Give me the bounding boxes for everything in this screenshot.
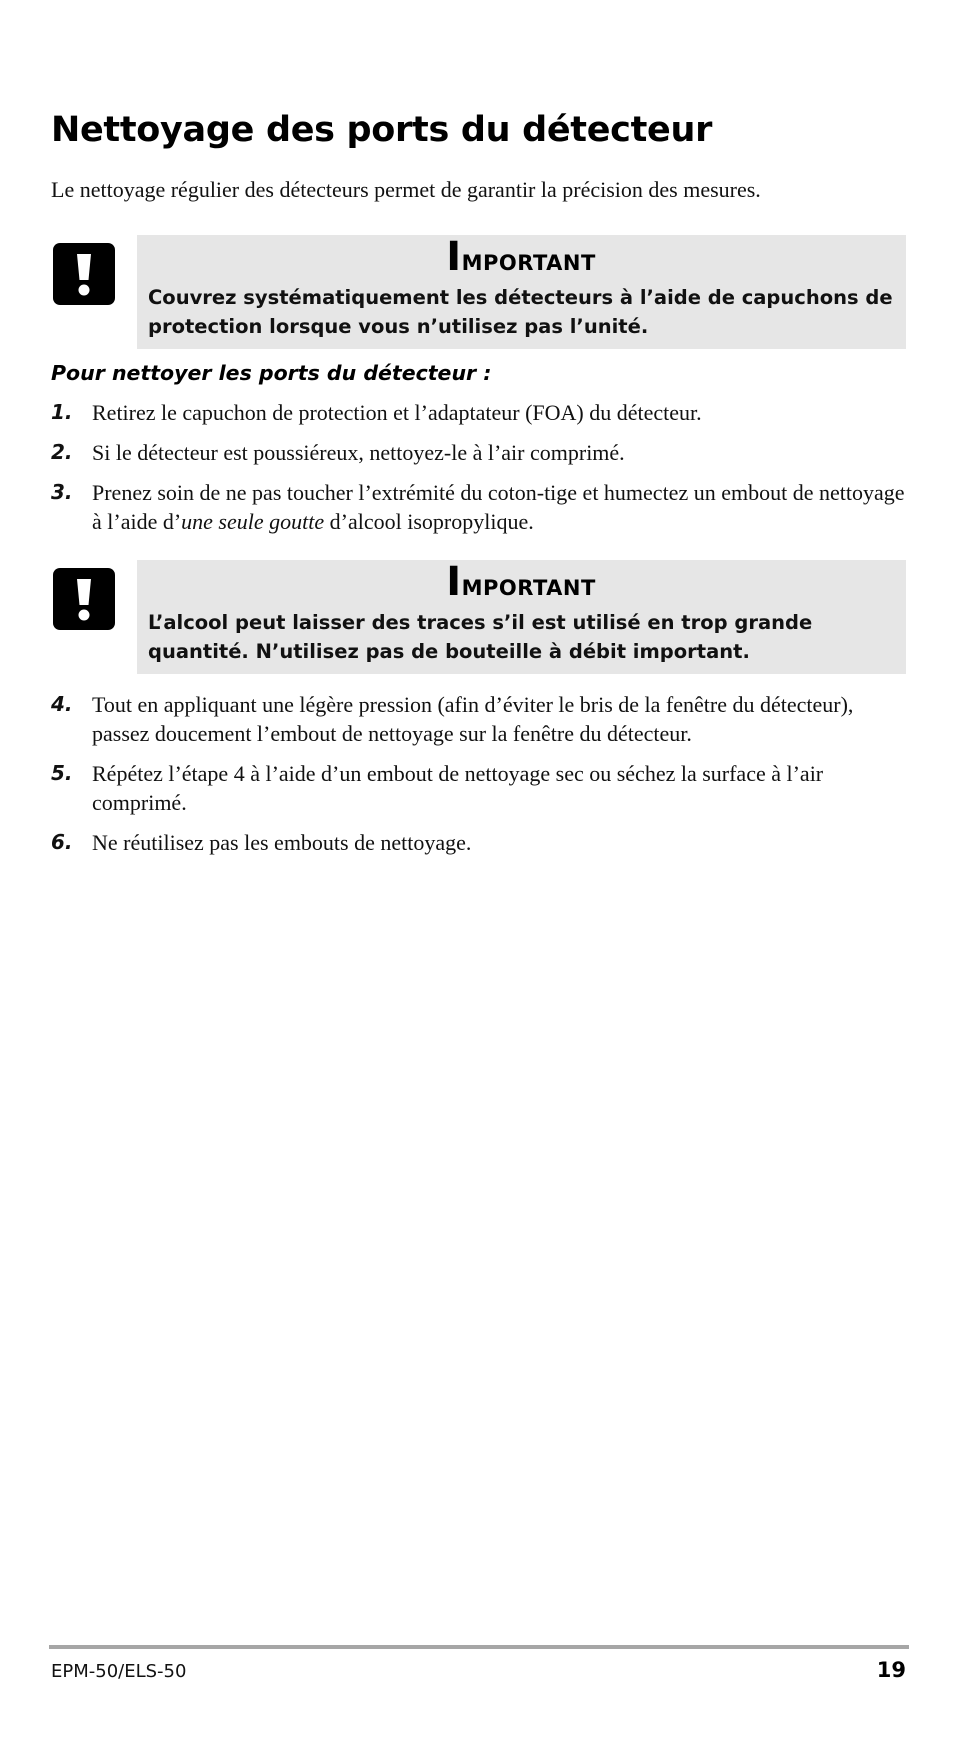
steps-list-1 [51, 398, 911, 547]
step-number: 4. [51, 692, 73, 716]
step-number: 5. [51, 761, 73, 785]
list-item [51, 828, 911, 857]
step-text: Retirez le capuchon de protection et l’adaptateur (FOA) du détecteur. [92, 400, 702, 425]
step-emphasis: une seule goutte [181, 509, 325, 534]
steps-list-2 [51, 690, 911, 868]
step-number: 6. [51, 830, 73, 854]
footer-divider [49, 1645, 909, 1649]
important-heading: Important [446, 559, 596, 605]
footer-product-name: EPM-50/ELS-50 [51, 1661, 187, 1682]
step-number: 1. [51, 400, 73, 424]
step-text: Si le détecteur est poussiéreux, nettoyez-le à l’air comprimé. [92, 440, 625, 465]
step-number: 3. [51, 480, 73, 504]
step-number: 2. [51, 440, 73, 464]
important-text: L’alcool peut laisser des traces s’il est utilisé en trop grande quantité. N’utilisez pas de bouteille à débit important. [148, 611, 813, 663]
list-item [51, 398, 911, 427]
step-text: Ne réutilisez pas les embouts de nettoyage. [92, 830, 472, 855]
page-title: Nettoyage des ports du détecteur [51, 110, 713, 150]
important-heading: Important [446, 234, 596, 280]
procedure-title: Pour nettoyer les ports du détecteur : [51, 361, 492, 385]
important-text: Couvrez systématiquement les détecteurs à l’aide de capuchons de protection lorsque vous n’utilisez pas l’unité. [148, 286, 893, 338]
list-item [51, 478, 911, 536]
step-text: Prenez soin de ne pas toucher l’extrémité du coton-tige et humectez un embout de nettoyage à l’aide d’une seule goutte d’alcool isopropylique. [92, 480, 905, 534]
important-box [137, 560, 906, 674]
exclamation-icon [53, 243, 115, 305]
intro-paragraph: Le nettoyage régulier des détecteurs permet de garantir la précision des mesures. [51, 177, 761, 202]
step-text: Répétez l’étape 4 à l’aide d’un embout de nettoyage sec ou séchez la surface à l’air comprimé. [92, 761, 824, 815]
list-item [51, 438, 911, 467]
list-item [51, 759, 911, 817]
important-box [137, 235, 906, 349]
exclamation-icon [53, 568, 115, 630]
step-text: Tout en appliquant une légère pression (afin d’éviter le bris de la fenêtre du détecteur), passez doucement l’embout de nettoyage sur la fenêtre du détecteur. [92, 692, 854, 746]
page-number: 19 [876, 1658, 906, 1682]
list-item [51, 690, 911, 748]
